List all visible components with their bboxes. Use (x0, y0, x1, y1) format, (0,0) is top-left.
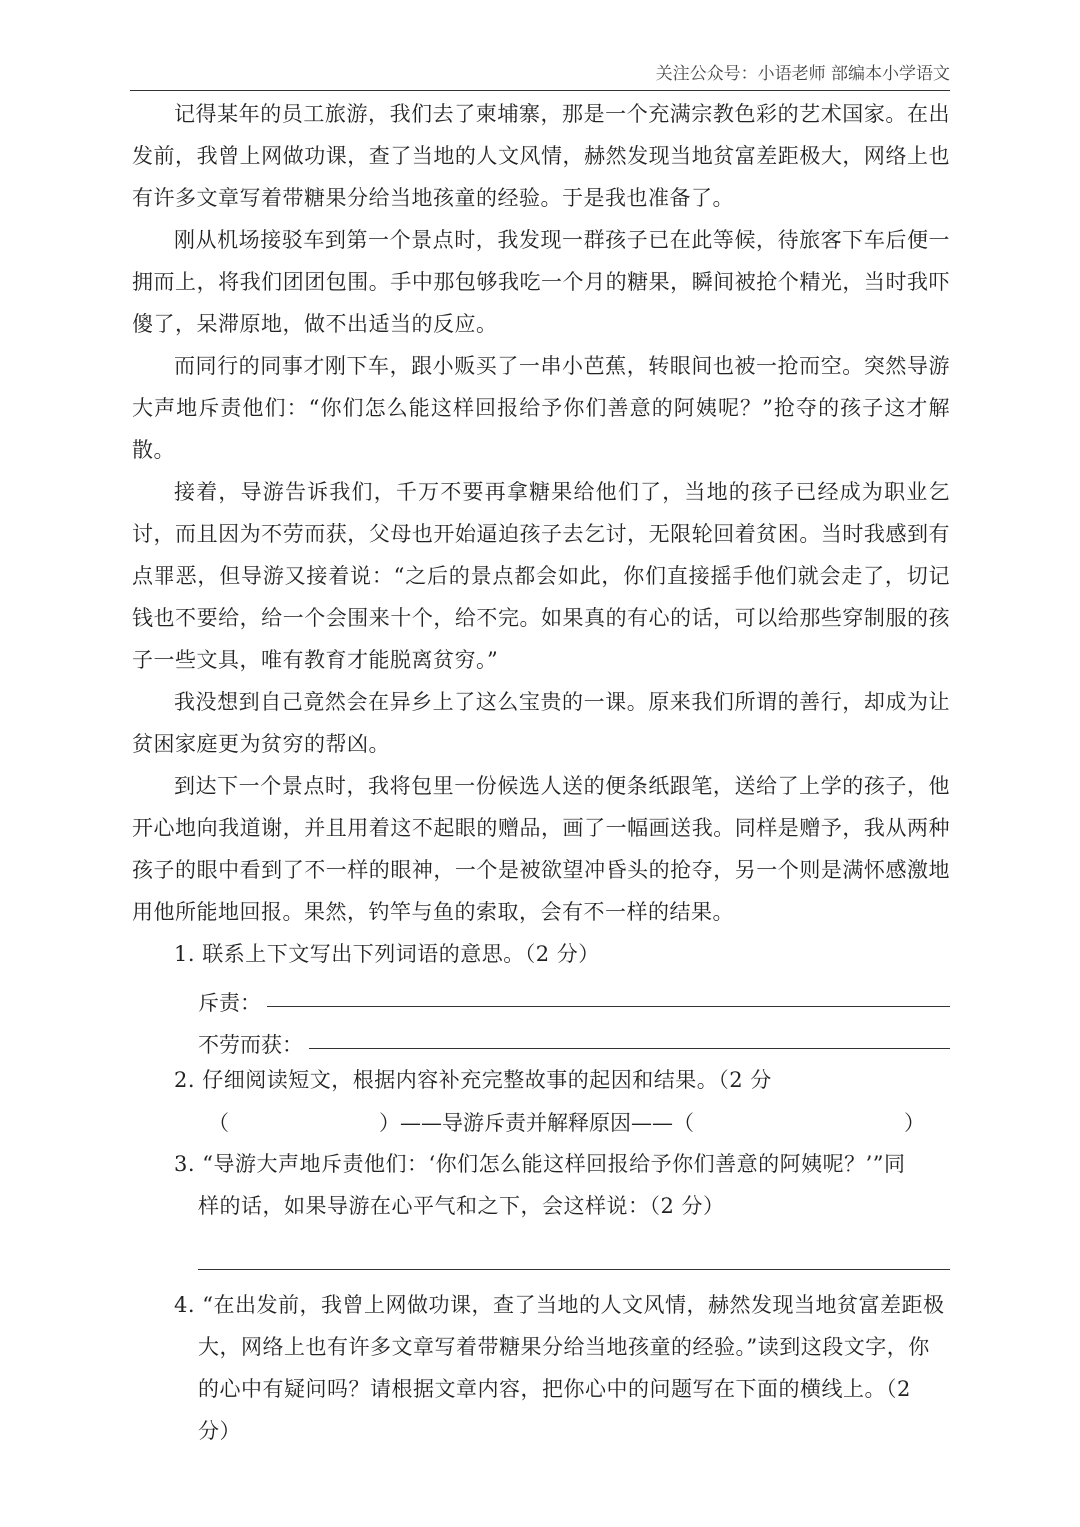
close-bracket: ） (904, 1111, 925, 1135)
paragraph-4: 接着，导游告诉我们，千万不要再拿糖果给他们了，当地的孩子已经成为职业乞讨，而且因为不劳而获，父母也开始逼迫孩子去乞讨，无限轮回着贫困。当时我感到有点罪恶，但导游又接着说：“之后的景点都会如此，你们直接摇手他们就会走了，切记钱也不要给，给一个会围来十个，给不完。如果真的有心的话，可以给那些穿制服的孩子一些文具，唯有教育才能脱离贫穷。” (132, 480, 950, 672)
middle-text: ）——导游斥责并解释原因——（ (379, 1111, 694, 1135)
question-4-line-1: 4. “在出发前，我曾上网做功课，查了当地的人文风情，赫然发现当地贫富差距极 (174, 1293, 945, 1317)
answer-row-chize (132, 975, 950, 1017)
label-chize: 斥责： (198, 991, 261, 1015)
answer-line-chize[interactable] (267, 1006, 950, 1007)
paragraph-6: 到达下一个景点时，我将包里一份候选人送的便条纸跟笔，送给了上学的孩子，他开心地向我道谢，并且用着这不起眼的赠品，画了一幅画送我。同样是赠予，我从两种孩子的眼中看到了不一样的眼神，一个是被欲望冲昏头的抢夺，另一个则是满怀感激地用他所能地回报。果然，钓竿与鱼的索取，会有不一样的结果。 (132, 774, 950, 924)
question-3-line-2: 样的话，如果导游在心平气和之下，会这样说：（2 分） (198, 1194, 725, 1218)
answer-line-q3[interactable] (198, 1227, 950, 1270)
question-3-line-1: 3. “导游大声地斥责他们：‘你们怎么能这样回报给予你们善意的阿姨呢？’”同 (174, 1152, 906, 1176)
answer-line-bulaoerhuo[interactable] (309, 1048, 950, 1049)
question-2: 2. 仔细阅读短文，根据内容补充完整故事的起因和结果。（2 分 (174, 1068, 772, 1092)
question-4-line-2: 大，网络上也有许多文章写着带糖果分给当地孩童的经验。”读到这段文字，你 (198, 1335, 930, 1359)
worksheet-body (132, 93, 950, 1452)
paragraph-1: 记得某年的员工旅游，我们去了柬埔寨，那是一个充满宗教色彩的艺术国家。在出发前，我曾上网做功课，查了当地的人文风情，赫然发现当地贫富差距极大，网络上也有许多文章写着带糖果分给当地孩童的经验。于是我也准备了。 (132, 102, 950, 210)
page-header (130, 60, 950, 91)
open-bracket: （ (208, 1111, 229, 1135)
paragraph-2: 刚从机场接驳车到第一个景点时，我发现一群孩子已在此等候，待旅客下车后便一拥而上，将我们团团包围。手中那包够我吃一个月的糖果，瞬间被抢个精光，当时我吓傻了，呆滞原地，做不出适当的反应。 (132, 228, 950, 336)
answer-row-bulaoerhuo (132, 1017, 950, 1059)
question-4-line-3: 的心中有疑问吗？请根据文章内容，把你心中的问题写在下面的横线上。（2 分） (198, 1377, 911, 1443)
question-1: 1. 联系上下文写出下列词语的意思。（2 分） (174, 942, 600, 966)
header-text: 关注公众号：小语老师 部编本小学语文 (655, 64, 950, 84)
paragraph-3: 而同行的同事才刚下车，跟小贩买了一串小芭蕉，转眼间也被一抢而空。突然导游大声地斥责他们：“你们怎么能这样回报给予你们善意的阿姨呢？”抢夺的孩子这才解散。 (132, 354, 950, 462)
label-bulaoerhuo: 不劳而获： (198, 1033, 303, 1057)
paragraph-5: 我没想到自己竟然会在异乡上了这么宝贵的一课。原来我们所谓的善行，却成为让贫困家庭更为贫穷的帮凶。 (132, 690, 950, 756)
cause-effect-row (132, 1101, 950, 1143)
